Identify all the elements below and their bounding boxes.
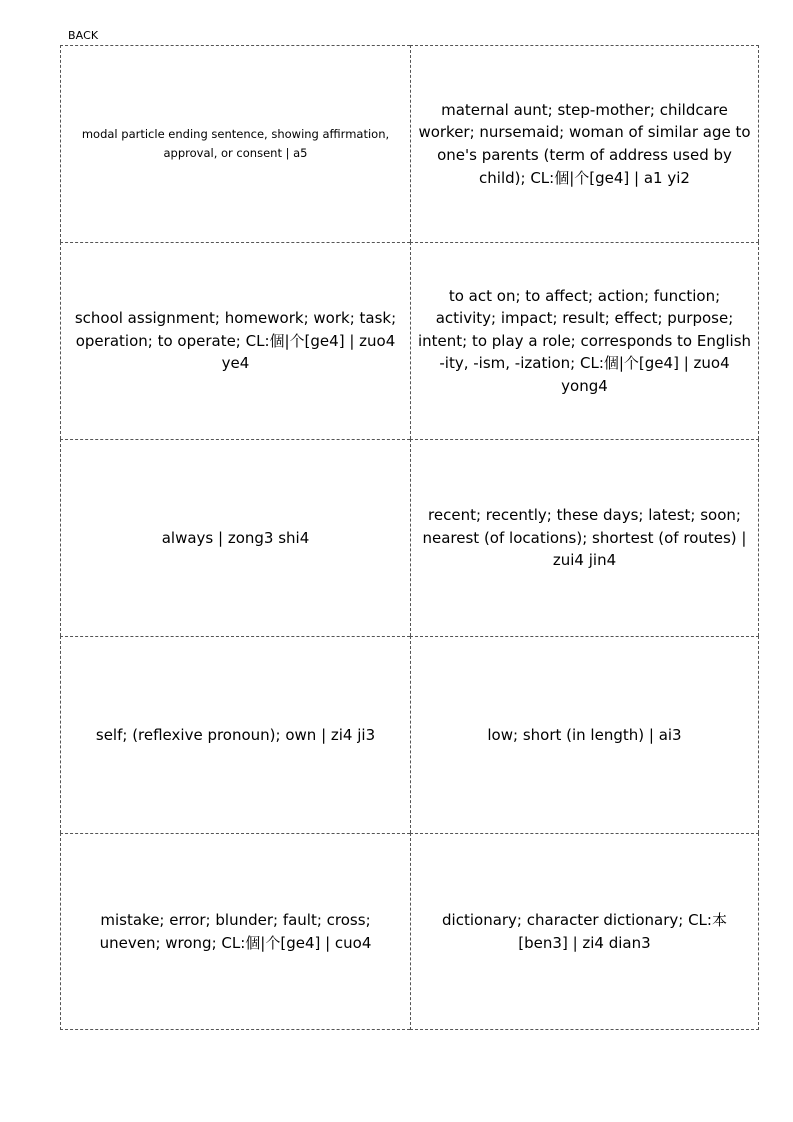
flashcard — [60, 242, 410, 439]
flashcard-text: dictionary; character dictionary; CL:本[ben3] | zi4 dian3 — [442, 910, 727, 952]
flashcard — [410, 439, 759, 636]
flashcard-text: self; (reflexive pronoun); own | zi4 ji3 — [95, 725, 376, 744]
page-side-label: BACK — [68, 29, 99, 42]
flashcard — [60, 439, 410, 636]
flashcard — [410, 242, 759, 439]
flashcard-grid — [60, 45, 759, 1029]
flashcard — [60, 45, 410, 242]
flashcard-text: school assignment; homework; work; task; operation; to operate; CL:個|个[ge4] | zuo4 ye4 — [74, 309, 397, 373]
flashcard — [60, 636, 410, 833]
flashcard — [410, 45, 759, 242]
flashcard-text: always | zong3 shi4 — [161, 528, 310, 547]
flashcard-text: to act on; to affect; action; function; activity; impact; result; effect; purpose; intent; to play a role; corresponds to English -ity, -ism, -ization; CL:個|个[ge4] | zuo4 yong4 — [417, 286, 752, 395]
flashcard-text: modal particle ending sentence, showing affirmation, approval, or consent | a5 — [81, 127, 390, 160]
flashcard-text: mistake; error; blunder; fault; cross; uneven; wrong; CL:個|个[ge4] | cuo4 — [99, 910, 372, 952]
flashcard — [60, 833, 410, 1030]
flashcard-text: maternal aunt; step-mother; childcare worker; nursemaid; woman of similar age to one's parents (term of address used by child); CL:個|个[ge4] | a1 yi2 — [418, 100, 751, 187]
flashcard-text: recent; recently; these days; latest; soon; nearest (of locations); shortest (of routes) | zui4 jin4 — [422, 506, 747, 570]
flashcard-text: low; short (in length) | ai3 — [487, 725, 682, 744]
flashcard — [410, 636, 759, 833]
flashcard — [410, 833, 759, 1030]
